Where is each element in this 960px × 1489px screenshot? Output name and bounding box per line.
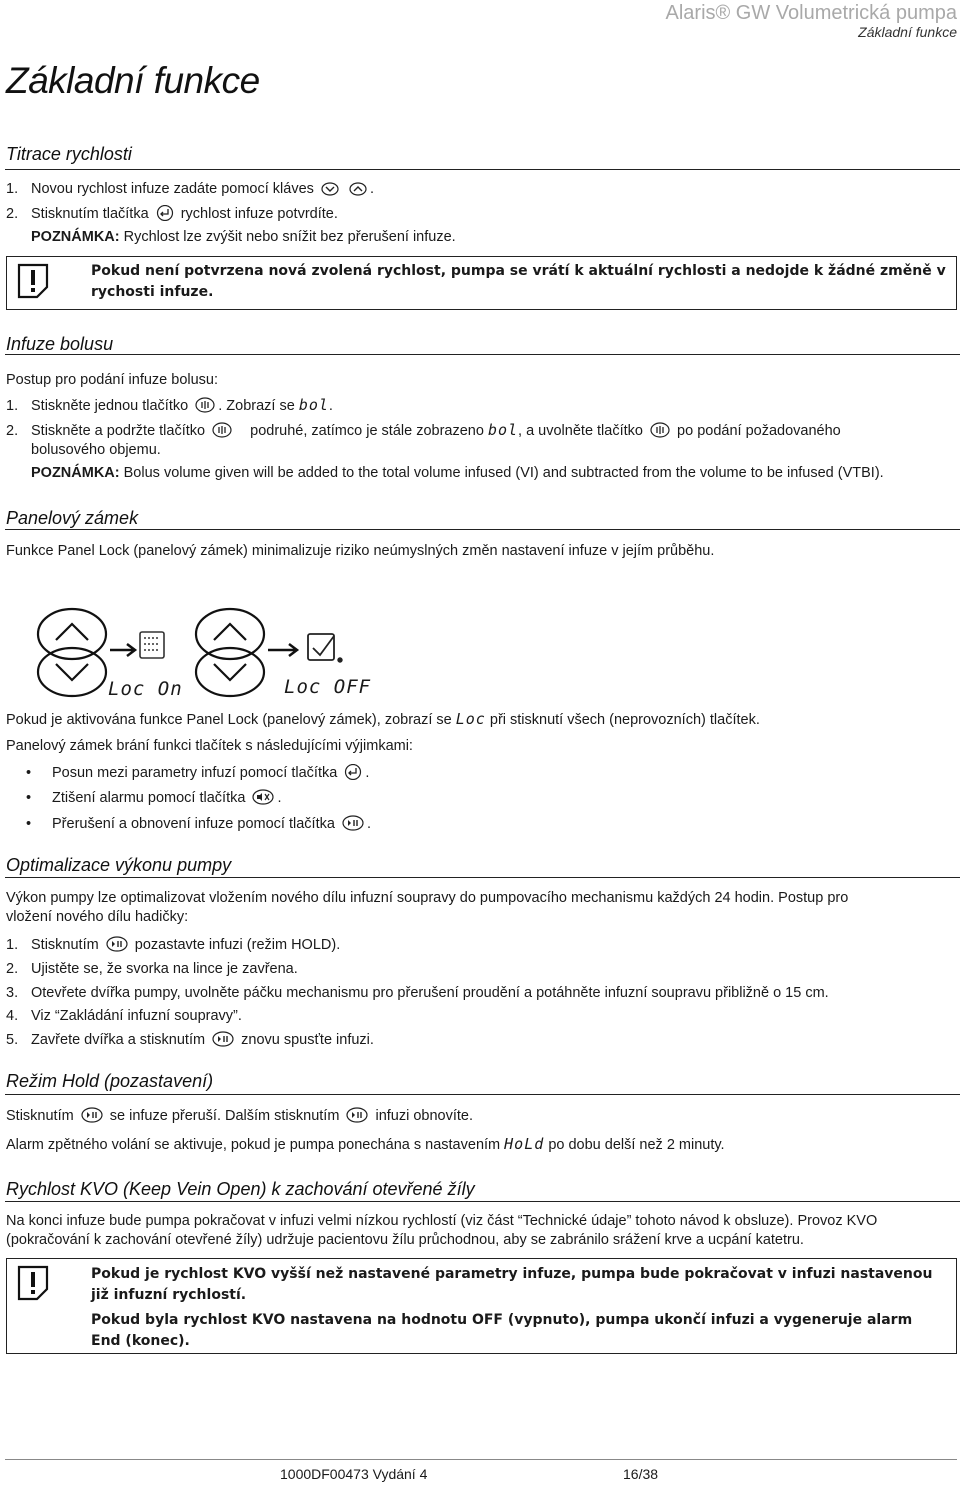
section-rule	[5, 1201, 960, 1202]
up-arrow-key-icon	[349, 182, 367, 196]
section-heading-kvo: Rychlost KVO (Keep Vein Open) k zachování otevřené žíly	[6, 1179, 475, 1199]
section-heading-panel-lock: Panelový zámek	[6, 508, 139, 528]
footer-page-number: 16/38	[623, 1466, 659, 1482]
section-rule	[5, 1094, 960, 1095]
hold-line-1: Stisknutím se infuze přeruší. Dalším stisknutím infuzi obnovíte.	[6, 1108, 474, 1124]
kvo-warning-text-1: Pokud je rychlost KVO vyšší než nastavené parametry infuze, pumpa bude pokračovat v infuzi nastavenou již infuzní rychlostí.	[91, 1266, 933, 1303]
titration-warning-text: Pokud není potvrzena nová zvolená rychlost, pumpa se vrátí k aktuální rychlosti a nedojde k žádné změně v rychosti infuze.	[91, 263, 946, 300]
section-heading-optimization: Optimalizace výkonu pumpy	[6, 855, 232, 875]
titration-step-2: 2. Stisknutím tlačítka rychlost infuze potvrdíte.	[6, 206, 338, 222]
run-hold-key-icon	[106, 936, 128, 952]
alarm-silence-key-icon	[252, 789, 274, 805]
page-title: Základní funkce	[6, 60, 260, 101]
hold-line-2: Alarm zpětného volání se aktivuje, pokud je pumpa ponechána s nastavením HoLd po dobu delší než 2 minuty.	[6, 1135, 725, 1153]
kvo-warning-text-2: Pokud byla rychlost KVO nastavena na hodnotu OFF (vypnuto), pumpa ukončí infuzi a vygeneruje alarm End (konec).	[91, 1312, 913, 1349]
panel-lock-label-off: Loc OFF	[284, 676, 372, 698]
run-hold-key-icon	[81, 1107, 103, 1123]
section-heading-hold: Režim Hold (pozastavení)	[6, 1071, 214, 1091]
kvo-warning-box	[6, 1258, 957, 1354]
bolus-key-icon	[650, 422, 670, 438]
warning-icon	[17, 263, 49, 299]
bolus-key-icon	[212, 422, 232, 438]
panel-lock-intro: Funkce Panel Lock (panelový zámek) minimalizuje riziko neúmyslných změn nastavení infuze v jejím průběhu.	[6, 543, 715, 559]
bolus-intro: Postup pro podání infuze bolusu:	[6, 372, 219, 388]
panel-lock-label-on: Loc On	[108, 678, 183, 700]
hold-display-code: HoLd	[504, 1135, 545, 1153]
kvo-text: Na konci infuze bude pumpa pokračovat v infuzi velmi nízkou rychlostí (viz část “Technické údaje” tohoto návod k obsluze). Provoz KVO (pokračování k zachování otevřené žíly) udržuje pacientovu žílu průchodnou, aby se zabránilo srážení krve a ucpání katetru.	[6, 1213, 878, 1248]
optimization-step-3: 3. Otevřete dvířka pumpy, uvolněte páčku mechanismu pro přerušení proudění a potáhněte infuzní soupravu přibližně o 15 cm.	[6, 985, 829, 1001]
titration-warning-box	[6, 256, 957, 310]
run-hold-key-icon	[212, 1031, 234, 1047]
enter-key-icon	[156, 205, 174, 221]
footer-rule	[5, 1459, 957, 1460]
section-rule	[5, 169, 960, 170]
bolus-step-2: 2. Stiskněte a podržte tlačítko podruhé, zatímco je stále zobrazeno bol, a uvolněte tlačítko po podání požadovaného bolusového objemu.	[6, 421, 841, 458]
footer-document-id: 1000DF00473 Vydání 4	[280, 1466, 428, 1482]
optimization-step-5: 5. Zavřete dvířka a stisknutím znovu spusťte infuzi.	[6, 1032, 374, 1048]
section-heading-bolus: Infuze bolusu	[6, 334, 114, 354]
section-heading-titration: Titrace rychlosti	[6, 144, 132, 164]
panel-lock-exceptions-intro: Panelový zámek brání funkci tlačítek s následujícími výjimkami:	[6, 738, 413, 754]
header-title: Alaris® GW Volumetrická pumpa	[665, 2, 957, 24]
section-rule	[5, 877, 960, 878]
run-hold-key-icon	[346, 1107, 368, 1123]
bolus-key-icon	[195, 397, 215, 413]
bolus-note: POZNÁMKA: Bolus volume given will be added to the total volume infused (VI) and subtracted from the volume to be infused (VTBI).	[31, 465, 884, 481]
bolus-display-code: bol	[298, 396, 329, 414]
optimization-step-1: 1. Stisknutím pozastavte infuzi (režim HOLD).	[6, 937, 341, 953]
warning-icon	[17, 1265, 49, 1301]
bolus-step-1: 1. Stiskněte jednou tlačítko . Zobrazí se bol.	[6, 396, 333, 414]
panel-lock-active-text: Pokud je aktivována funkce Panel Lock (panelový zámek), zobrazí se Loc při stisknutí všech (neprovozních) tlačítek.	[6, 710, 760, 728]
header-subtitle: Základní funkce	[858, 24, 957, 40]
bolus-display-code: bol	[487, 421, 519, 439]
optimization-intro: Výkon pumpy lze optimalizovat vložením nového dílu infuzní soupravy do pumpovacího mechanismu každých 24 hodin. Postup pro vložení nového dílu hadičky:	[6, 890, 849, 925]
enter-key-icon	[344, 764, 362, 780]
optimization-step-4: 4. Viz “Zakládání infuzní soupravy”.	[6, 1008, 242, 1024]
titration-step-1: 1. Novou rychlost infuze zadáte pomocí kláves .	[6, 181, 374, 197]
panel-lock-display-code: Loc	[455, 710, 486, 728]
optimization-step-2: 2. Ujistěte se, že svorka na lince je zavřena.	[6, 961, 298, 977]
titration-note: POZNÁMKA: Rychlost lze zvýšit nebo snížit bez přerušení infuze.	[31, 229, 456, 245]
down-arrow-key-icon	[321, 182, 339, 196]
run-hold-key-icon	[342, 815, 364, 831]
section-rule	[5, 529, 960, 530]
section-rule	[5, 354, 960, 355]
